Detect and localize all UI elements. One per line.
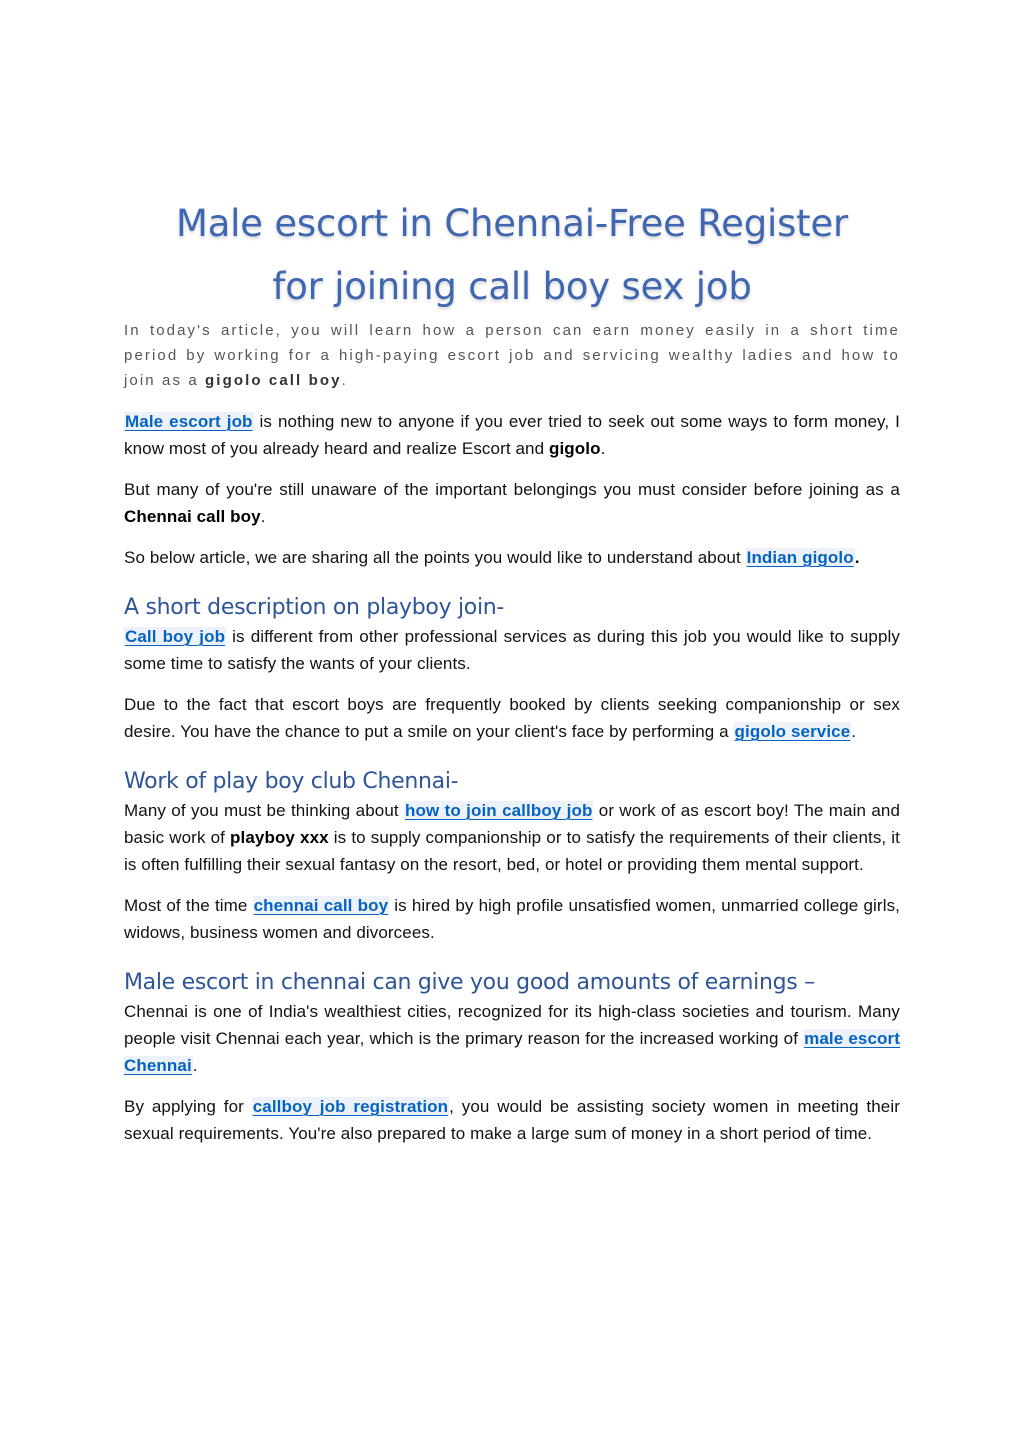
paragraph-how-to-join: [124, 797, 900, 878]
page-title: [124, 192, 900, 318]
paragraph-gigolo-service: [124, 691, 900, 745]
paragraph-male-escort-job: [124, 408, 900, 462]
paragraph-text: Chennai is one of India's wealthiest cities, recognized for its high-class societies and tourism. Many people visit Chennai each year, which is the primary reason for the increased working of: [124, 1002, 900, 1048]
paragraph-text: is different from other professional services as during this job you would like to supply some time to satisfy the wants of your clients.: [124, 627, 900, 673]
bold-text: gigolo: [548, 439, 601, 458]
paragraph-text-end: is hired by high profile unsatisfied women, unmarried college girls, widows, business women and divorcees.: [124, 896, 900, 942]
paragraph-text-end: .: [192, 1056, 198, 1075]
bold-text: playboy xxx: [230, 828, 329, 847]
section-heading-earnings: Male escort in chennai can give you good amounts of earnings –: [124, 970, 815, 995]
paragraph-text-end: .: [260, 507, 266, 526]
bold-text: Chennai call boy: [124, 507, 261, 526]
section-heading-work-of-play-boy: Work of play boy club Chennai-: [124, 769, 459, 794]
paragraph-text: Most of the time: [124, 896, 253, 915]
link-male-escort-job[interactable]: Male escort job: [125, 412, 253, 431]
intro-text: In today's article, you will learn how a person can earn money easily in a short time period by working for a high-paying escort job and servicing wealthy ladies and how to join as a: [124, 322, 900, 389]
paragraph-text: Due to the fact that escort boys are frequently booked by clients seeking companionship or sex desire. You have the chance to put a smile on your client's face by performing a: [124, 695, 900, 741]
paragraph-chennai-call-boy-hired: [124, 892, 900, 946]
paragraph-text-end: .: [851, 722, 857, 741]
paragraph-text-end: .: [600, 439, 606, 458]
link-male-escort-chennai[interactable]: male escort Chennai: [124, 1029, 900, 1075]
paragraph-callboy-registration: [124, 1093, 900, 1147]
link-callboy-job-registration[interactable]: callboy job registration: [252, 1097, 449, 1116]
paragraph-text: By applying for: [124, 1097, 252, 1116]
title-line-2: for joining call boy sex job: [272, 265, 752, 308]
paragraph-chennai-call-boy: [124, 476, 900, 530]
paragraph-text: So below article, we are sharing all the points you would like to understand about: [124, 548, 746, 567]
paragraph-chennai-wealthiest: [124, 998, 900, 1079]
article-body: [124, 192, 900, 1161]
bold-text: .: [854, 548, 860, 567]
paragraph-text-end: , you would be assisting society women in meeting their sexual requirements. You're also prepared to make a large sum of money in a short period of time.: [124, 1097, 900, 1143]
intro-bold: gigolo call boy: [205, 372, 342, 389]
paragraph-text: But many of you're still unaware of the important belongings you must consider before joining as a: [124, 480, 900, 499]
paragraph-text: or work of as escort boy! The main and basic work of: [124, 801, 901, 847]
link-chennai-call-boy[interactable]: chennai call boy: [253, 896, 389, 915]
link-indian-gigolo[interactable]: Indian gigolo: [746, 548, 854, 567]
intro-text-end: .: [341, 372, 348, 389]
paragraph-indian-gigolo: [124, 544, 900, 571]
paragraph-text: Many of you must be thinking about: [124, 801, 404, 820]
paragraph-text-end: is to supply companionship or to satisfy the requirements of their clients, it is often fulfilling their sexual fantasy on the resort, bed, or hotel or providing them mental support.: [124, 828, 901, 874]
paragraph-call-boy-job: [124, 623, 900, 677]
link-how-to-join-callboy-job[interactable]: how to join callboy job: [405, 801, 593, 820]
intro-paragraph: [124, 318, 900, 393]
paragraph-text: is nothing new to anyone if you ever tried to seek out some ways to form money, I know most of you already heard and realize Escort and: [124, 412, 900, 458]
link-gigolo-service[interactable]: gigolo service: [734, 722, 851, 741]
title-line-1: Male escort in Chennai-Free Register: [175, 202, 849, 245]
section-heading-playboy-join: A short description on playboy join-: [124, 595, 505, 620]
link-call-boy-job[interactable]: Call boy job: [125, 627, 226, 646]
